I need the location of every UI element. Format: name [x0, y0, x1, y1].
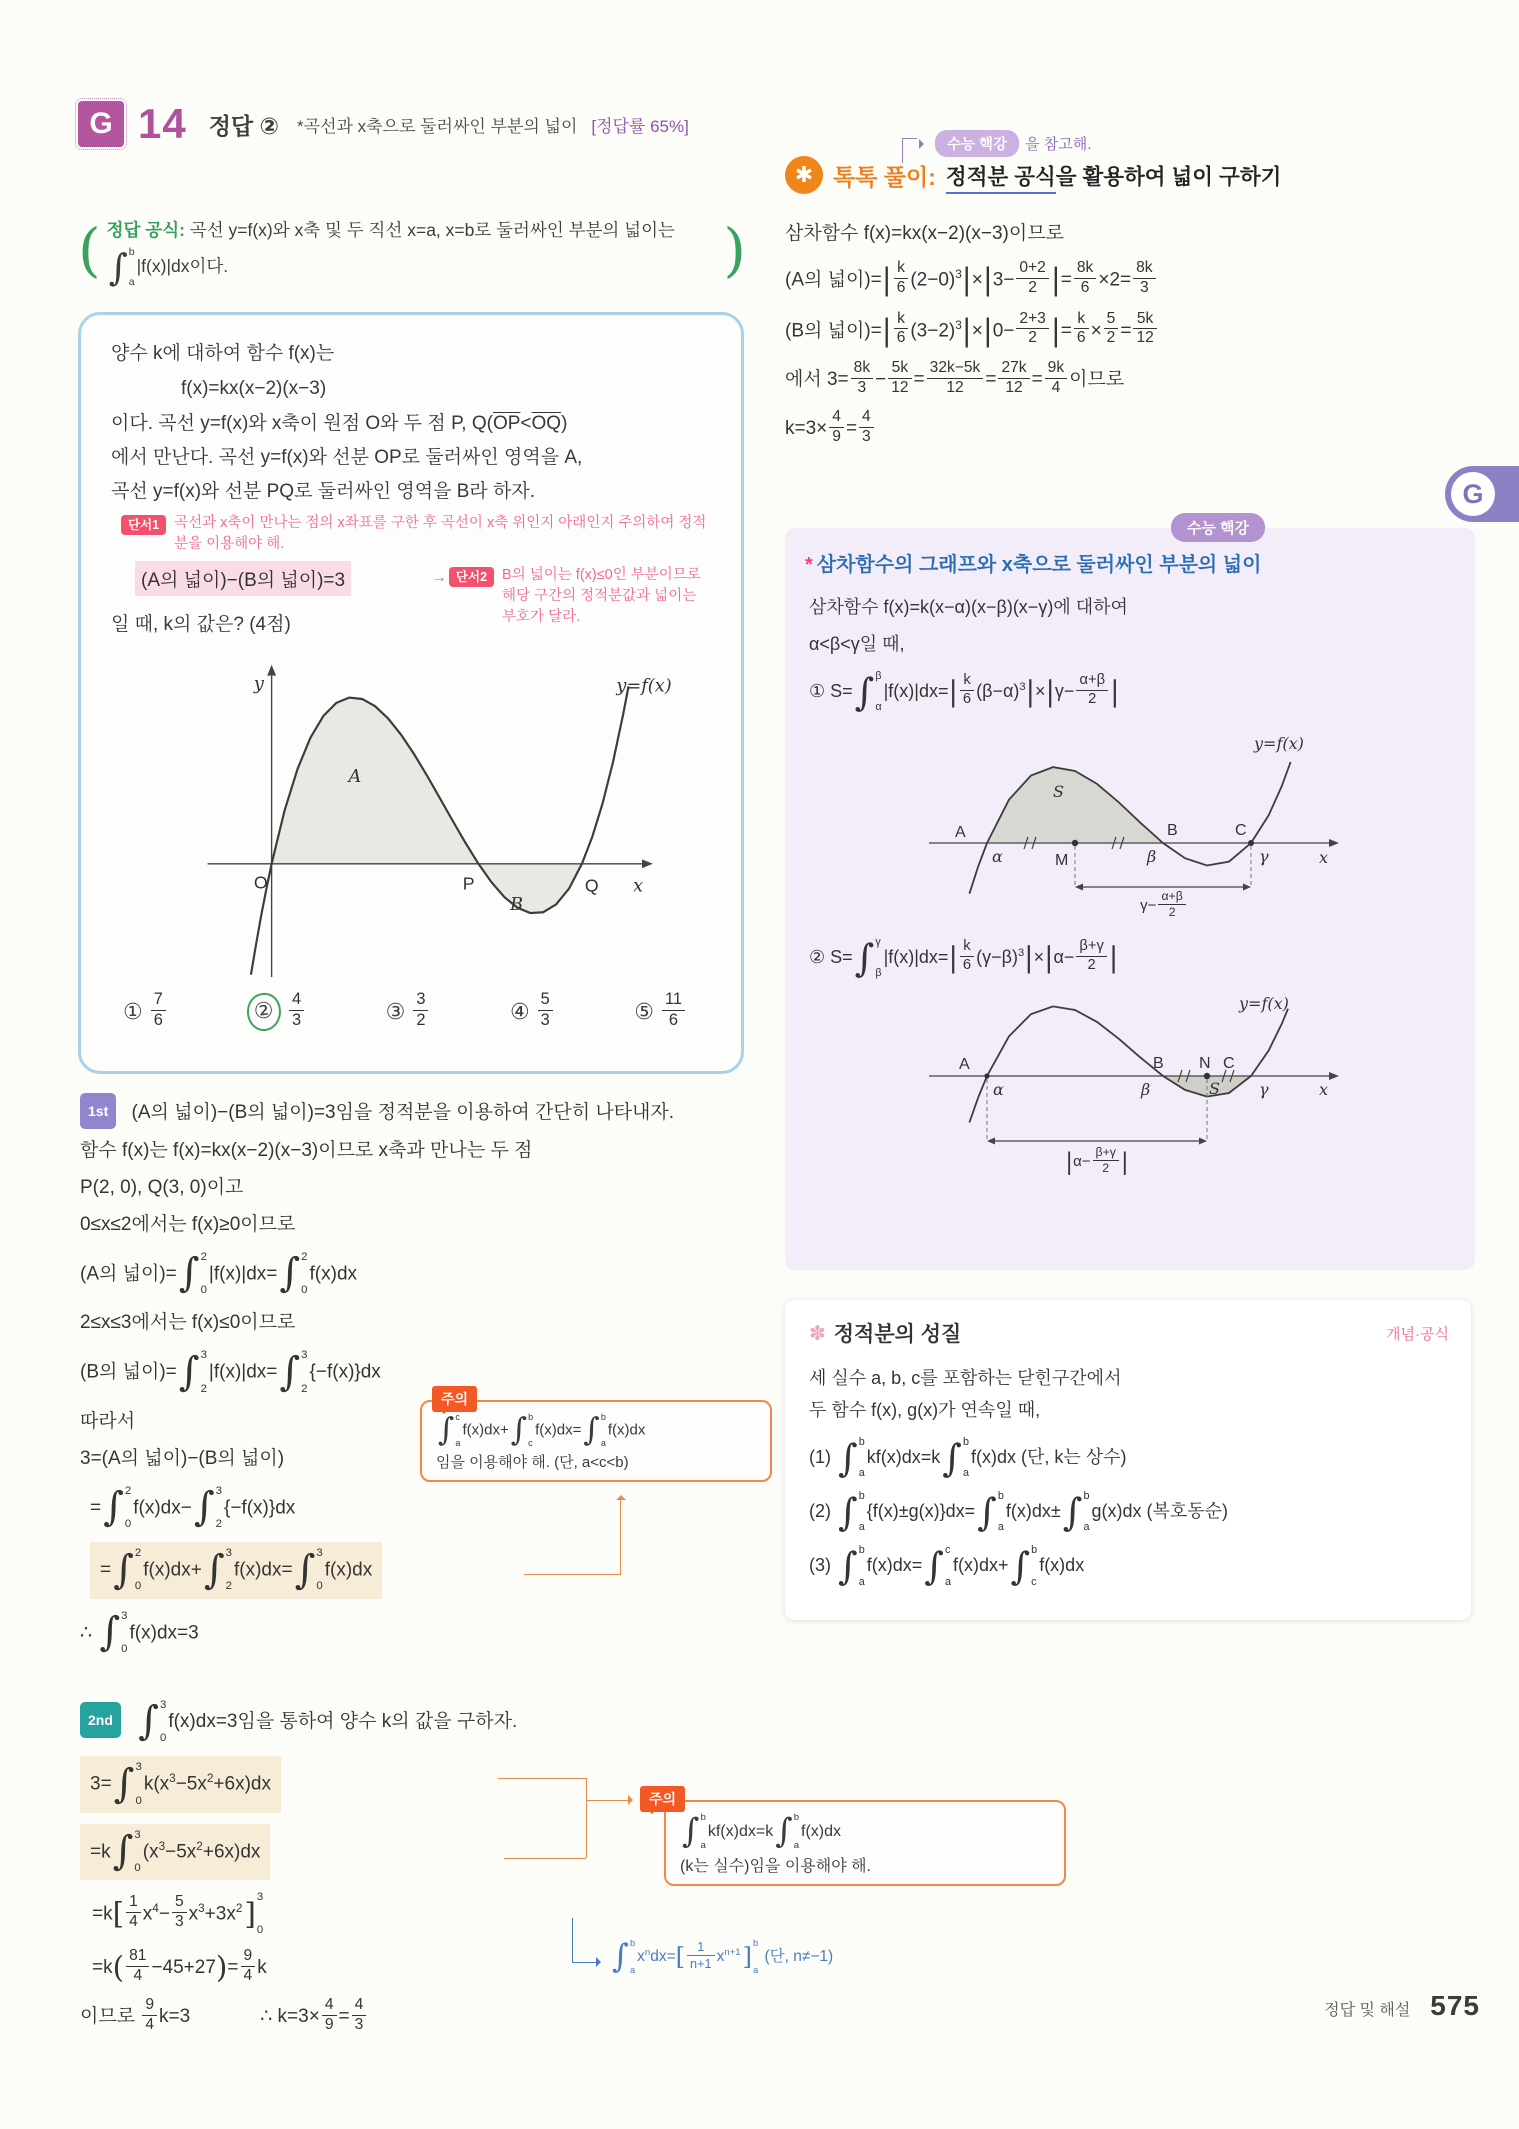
chapter-tab-letter: G [1451, 472, 1495, 516]
step1-line: (A의 넓이)= ∫ 2 0 |f(x)|dx= ∫ 2 0 f(x)dx [80, 1250, 358, 1297]
tok-line: (B의 넓이)=| $\frac{k}{6}$ $(3-2)^3|\times|0-$ $\frac{2+3}{2}$ |= $\frac{k}{6}$ × $\frac{5}{2}$ = $\frac{5k}{12}$ [785, 311, 1477, 351]
x-axis-arrow [642, 859, 653, 868]
suneung-haekgang-box [785, 520, 1475, 1270]
step1-conclusion: ∴ ∫ 3 0 f(x)dx=3 [80, 1609, 199, 1656]
step1-line: 3=(A의 넓이)−(B의 넓이) [80, 1447, 285, 1469]
page-footer [1120, 1990, 1480, 2022]
dimension-label-1: γ− $\frac{\alpha+\beta}{2}$ [1089, 891, 1239, 922]
solution-step2 [80, 1692, 646, 2048]
dimension-label-2: |α− $\frac{\beta+\gamma}{2}$ | [1065, 1145, 1129, 1176]
reference-text: 을 참고해. [1025, 136, 1092, 153]
caution-note-2-text: (k는 실수)임을 이용해야 해. [680, 1858, 871, 1876]
haek-graph-1 [909, 725, 1369, 925]
x-axis-label: x [1319, 1080, 1329, 1100]
green-paren-right: ) [723, 216, 746, 284]
props-rule-2: (2) ∫ b a {f(x)±g(x)}dx= ∫ b a f(x)dx± ∫ b a g(x)dx (복호동순) [809, 1490, 1229, 1535]
blue-connector-arrow [596, 1957, 606, 1967]
connector-line [586, 1778, 587, 1858]
toktok-label: 톡톡 풀이: [833, 163, 936, 190]
question-line: 일 때, k의 값은? (4점) [111, 614, 291, 635]
integration-formula-note: ∫ b a $x^ndx=$[ $\frac{1}{n+1}$ $x^{n+1}$ ] b a (단, n≠−1) [612, 1937, 834, 1976]
alpha-label: α [993, 1080, 1004, 1100]
choice-2-selected: ② $\frac{4}{3}$ [247, 992, 306, 1032]
choice-5: ⑤ $\frac{11}{6}$ [634, 992, 687, 1032]
caution-flag-1: 주의 [432, 1386, 477, 1412]
dim-arrow-left [1075, 884, 1083, 891]
gamma-label: γ [1259, 847, 1269, 867]
step2-final-answer: ∴ k=3× $\frac{4}{9}$ = $\frac{4}{3}$ [260, 1998, 368, 2036]
step2-line: =k[ $\frac{1}{4}$ $x^4-$ $\frac{5}{3}$ $x^3+3x^2$ ] 3 0 [92, 1891, 264, 1937]
answer-choices [111, 992, 713, 1032]
point-N-label: N [1199, 1055, 1211, 1073]
integral-properties-card [785, 1300, 1471, 1620]
dim-arrow-right [1243, 884, 1251, 891]
connector-line [504, 1858, 586, 1859]
solution-step1 [80, 1086, 742, 1667]
point-C-label: C [1223, 1055, 1235, 1073]
connector-line [498, 1778, 586, 1779]
choice-3: ③ $\frac{3}{2}$ [386, 992, 431, 1032]
y-axis-arrow [267, 665, 276, 676]
region-B-shade [478, 864, 581, 916]
step1-line: 함수 f(x)는 f(x)=kx(x−2)(x−3)이므로 x축과 만나는 두 점 [80, 1140, 533, 1161]
reference-badge: 수능 핵강 [935, 130, 1019, 157]
tok-line: (A의 넓이)=| $\frac{k}{6}$ $(2-0)^3|\times|3-$ $\frac{0+2}{2}$ |= $\frac{8k}{6}$ ×2= $\frac{8k}{3}$ [785, 260, 1477, 300]
toktok-title: 을 활용하여 넓이 구하기 [1055, 164, 1282, 189]
toktok-header [785, 156, 1281, 194]
region-B-label: B [510, 895, 524, 916]
step2-highlight-2: =k ∫ 3 0 $(x^3-5x^2+6x)dx$ [80, 1824, 270, 1880]
formula-text2: ∫ b a |f(x)|dx이다. [108, 245, 229, 289]
step2-line: =k( $\frac{81}{4}$ −45+27)= $\frac{9}{4}$ k [92, 1946, 267, 1985]
connector-arrow [616, 1490, 626, 1500]
selected-answer-circle: ② [245, 992, 283, 1033]
alpha-label: α [992, 847, 1003, 867]
point-C-label: C [1235, 822, 1247, 840]
clue1-text: 곡선과 x축이 만나는 점의 x좌표를 구한 후 곡선이 x축 위인지 아래인지 주의하여 정적분을 이용해야 해. [174, 515, 707, 552]
step1-badge: 1st [80, 1093, 116, 1129]
y-axis-label: y [253, 674, 264, 695]
caution-note-1 [420, 1400, 772, 1482]
step1-intro: (A의 넓이)−(B의 넓이)=3임을 정적분을 이용하여 간단히 나타내자. [131, 1102, 675, 1123]
step1-line: 따라서 [80, 1410, 136, 1432]
problem-header [78, 100, 748, 148]
connector-arrow [628, 1795, 638, 1805]
caution-note-1-text: 임을 이용해야 해. (단, a<c<b) [436, 1454, 629, 1472]
haek-formula-2: ② S= ∫ γ β |f(x)|dx=| $\frac{k}{6}$ $(\gamma-\beta)^3|\times|\alpha-$ $\frac{\beta+\gamma}{2}$ | [809, 936, 1119, 981]
region-A-label: A [348, 767, 362, 788]
point-A-label: A [955, 824, 966, 842]
problem-function: f(x)=kx(x−2)(x−3) [181, 378, 327, 399]
condition-equation: (A의 넓이)−(B의 넓이)=3 [135, 561, 351, 596]
connector-line [586, 1800, 628, 1801]
haek-graph-2 [909, 991, 1369, 1201]
clue2-text: B의 넓이는 f(x)≤0인 부분이므로 해당 구간의 정적분값과 넓이는 부호가 달라. [502, 567, 701, 625]
problem-box [78, 312, 744, 1074]
flower-icon: ✽ [809, 1322, 826, 1345]
problem-graph [159, 652, 713, 988]
dim-arrow-left [987, 1138, 995, 1145]
topic-label: *곡선과 x축으로 둘러싸인 부분의 넓이 [297, 116, 578, 136]
answer-rate: [정답률 65%] [591, 116, 689, 136]
choice-4: ④ $\frac{5}{3}$ [510, 992, 555, 1032]
clue1-row [121, 513, 713, 555]
connector-line [620, 1500, 621, 1575]
gamma-label: γ [1259, 1080, 1269, 1100]
haek-line: α<β<γ일 때, [809, 634, 905, 654]
x-axis-label: x [1319, 848, 1329, 868]
step1-line: 0≤x≤2에서는 f(x)≥0이므로 [80, 1214, 296, 1235]
point-P-label: P [462, 873, 475, 894]
tok-line: 에서 3= $\frac{8k}{3}$ − $\frac{5k}{12}$ = $\frac{32k-5k}{12}$ = $\frac{27k}{12}$ = $\frac{9k}{4}$ 이므로 [785, 359, 1125, 396]
dim-arrow-right [1199, 1138, 1207, 1145]
haek-formula-1: ① S= ∫ β α |f(x)|dx=| $\frac{k}{6}$ $(\beta-\alpha)^3|\times|\gamma-$ $\frac{\alpha+\beta}{2}$ | [809, 669, 1120, 714]
toktok-title-underlined: 정적분 공식 [946, 165, 1056, 194]
choice-1: ① $\frac{7}{6}$ [123, 992, 168, 1032]
clue2-arrow: → [430, 569, 447, 586]
formula-text: 곡선 y=f(x)와 x축 및 두 직선 x=a, x=b로 둘러싸인 부분의 넓이는 [189, 220, 675, 240]
step1-line: (B의 넓이)= ∫ 3 2 |f(x)|dx= ∫ 3 2 {−f(x)}dx [80, 1348, 381, 1395]
caution-flag-2: 주의 [640, 1786, 685, 1812]
condition-row [111, 561, 713, 642]
origin-label: O [253, 872, 268, 893]
answer-formula-box [78, 210, 746, 291]
concept-formula-tag: 개념·공식 [1386, 1325, 1449, 1343]
reference-arrow [919, 139, 929, 149]
green-paren-left: ( [78, 216, 101, 284]
props-rule-3: (3) ∫ b a f(x)dx= ∫ c a f(x)dx+ ∫ b c f(x)dx [809, 1544, 1085, 1589]
x-axis-arrow [1329, 839, 1339, 847]
cubic-curve-graph [159, 652, 729, 982]
answer-label: 정답 ② [208, 112, 280, 139]
point-C-dot [1248, 840, 1254, 846]
x-axis-label: x [633, 876, 644, 897]
title-asterisk: * [805, 554, 813, 576]
page-number: 575 [1430, 1990, 1480, 2021]
point-B-label: B [1153, 1055, 1164, 1073]
curve-equation-label: y=f(x) [1239, 994, 1289, 1014]
step2-result: 이므로 $\frac{9}{4}$ k=3 [80, 1996, 191, 2033]
footer-label: 정답 및 해설 [1324, 2002, 1411, 2019]
point-B-label: B [1167, 822, 1178, 840]
blue-connector [572, 1918, 599, 1963]
region-S-shade [987, 767, 1163, 843]
haekgang-title: 삼차함수의 그래프와 x축으로 둘러싸인 부분의 넓이 [816, 554, 1262, 576]
beta-label: β [1141, 1080, 1151, 1100]
point-M-label: M [1055, 852, 1069, 870]
toktok-solution [785, 212, 1477, 460]
region-A-shade [272, 698, 479, 864]
props-rule-1: (1) ∫ b a kf(x)dx=k ∫ b a f(x)dx (단, k는 상수) [809, 1435, 1127, 1480]
step2-badge: 2nd [80, 1702, 121, 1738]
caution-note-2 [664, 1800, 1066, 1886]
toktok-icon: ✱ [785, 156, 823, 194]
step1-line: 2≤x≤3에서는 f(x)≤0이므로 [80, 1312, 296, 1334]
step2-highlight-1: 3= ∫ 3 0 $k(x^3-5x^2+6x)dx$ [80, 1756, 281, 1812]
region-S-label: S [1053, 782, 1064, 802]
haekgang-badge: 수능 핵강 [1171, 513, 1265, 542]
tok-line: k=3× $\frac{4}{9}$ = $\frac{4}{3}$ [785, 410, 1477, 448]
props-line: 세 실수 a, b, c를 포함하는 닫힌구간에서 [809, 1368, 1122, 1388]
problem-line: 에서 만난다. 곡선 y=f(x)와 선분 OP로 둘러싸인 영역을 A, [111, 447, 583, 468]
caution-note-2-formula: ∫ b a kf(x)dx=k ∫ b a f(x)dx [682, 1811, 842, 1851]
step1-line: P(2, 0), Q(3, 0)이고 [80, 1177, 244, 1198]
unit-badge: G [78, 101, 124, 147]
connector-line [524, 1574, 620, 1575]
clue1-badge: 단서1 [121, 515, 166, 535]
problem-line: 곡선 y=f(x)와 선분 PQ로 둘러싸인 영역을 B라 하자. [111, 481, 536, 502]
properties-title: 정적분의 성질 [833, 1323, 962, 1346]
beta-label: β [1147, 847, 1157, 867]
curve-equation-label: y=f(x) [616, 676, 672, 697]
tok-line: 삼차함수 f(x)=kx(x−2)(x−3)이므로 [785, 223, 1064, 244]
midpoint-M-dot [1072, 840, 1078, 846]
problem-number: 14 [138, 100, 187, 147]
point-A-label: A [959, 1056, 970, 1074]
point-A-dot [984, 1074, 989, 1079]
step2-intro: ∫ 3 0 f(x)dx=3임을 통하여 양수 k의 값을 구하자. [138, 1698, 518, 1745]
region-S-label: S [1209, 1079, 1220, 1099]
step1-highlight: = ∫ 2 0 f(x)dx+ ∫ 3 2 f(x)dx= ∫ 3 0 f(x)dx [90, 1542, 382, 1598]
props-line: 두 함수 f(x), g(x)가 연속일 때, [809, 1400, 1041, 1420]
problem-line: 양수 k에 대하여 함수 f(x)는 [111, 343, 335, 364]
problem-line: 이다. 곡선 y=f(x)와 x축이 원점 O와 두 점 P, $Q(\overline{OP}<\overline{OQ})$ [111, 413, 568, 434]
formula-label: 정답 공식: [106, 220, 185, 240]
haek-line: 삼차함수 f(x)=k(x−α)(x−β)(x−γ)에 대하여 [809, 597, 1128, 617]
cubic-curve [969, 1007, 1288, 1123]
step1-line: = ∫ 2 0 f(x)dx− ∫ 3 2 {−f(x)}dx [90, 1484, 296, 1531]
caution-note-1-formula: ∫ c a f(x)dx+ ∫ b c f(x)dx= ∫ b a f(x)dx [438, 1412, 646, 1449]
point-Q-label: Q [584, 875, 599, 896]
clue2-badge: 단서2 [449, 567, 494, 587]
x-axis-arrow [1329, 1072, 1339, 1080]
curve-equation-label: y=f(x) [1254, 734, 1304, 754]
chapter-side-tab [1445, 466, 1519, 522]
